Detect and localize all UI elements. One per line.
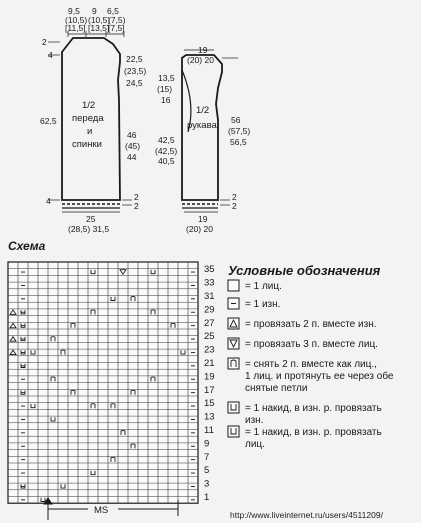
row-number: 33 [204, 277, 215, 289]
legend-item [228, 338, 378, 350]
front-top-dim-3: [11,5] [65, 23, 86, 33]
row-number: 7 [204, 451, 210, 463]
front-side-right-3: 44 [127, 152, 137, 162]
front-top-dim-7: 6,5 [107, 6, 119, 16]
front-bottom-right-2b: 2 [134, 201, 139, 211]
legend-item [228, 298, 280, 310]
yarn-over-knit-icon [228, 426, 239, 437]
legend-item [228, 280, 282, 292]
legend-text: = 1 изн. [245, 299, 281, 310]
front-armhole-3: 24,5 [126, 78, 143, 88]
row-number: 9 [204, 438, 210, 450]
front-side-left: 62,5 [40, 116, 57, 126]
legend-text: = 1 накид, в изн. р. провязать [245, 403, 382, 414]
legend-text: = провязать 2 п. вместе изн. [245, 319, 377, 330]
slip-knit-over-icon [228, 358, 239, 369]
row-number: 17 [204, 384, 215, 396]
sleeve-bottom-right-2a: 2 [232, 192, 237, 202]
front-left-top-4: 4 [48, 50, 53, 60]
front-side-right-1: 46 [127, 130, 137, 140]
legend-text: = провязать 3 п. вместе лиц. [245, 339, 378, 350]
legend-item [228, 402, 382, 426]
row-number: 25 [204, 331, 215, 343]
legend-text: снятые петли [245, 383, 308, 394]
row-number: 35 [204, 264, 215, 276]
sleeve-left-long-3: 40,5 [158, 156, 175, 166]
scheme-title: Схема [8, 239, 46, 253]
front-left-top-2: 2 [42, 37, 47, 47]
front-side-right-2: (45) [125, 141, 141, 151]
row-number: 11 [204, 425, 214, 436]
stitch-chart-grid [8, 262, 198, 503]
legend-text: изн. [245, 415, 264, 426]
sleeve-left-long-2: (42,5) [155, 146, 178, 156]
dash-box-icon [228, 298, 239, 309]
row-number: 3 [204, 478, 210, 490]
front-top-dim-9: [7,5] [108, 23, 125, 33]
front-title-4: спинки [72, 139, 102, 150]
row-number: 21 [204, 358, 215, 369]
row-number: 29 [204, 304, 215, 316]
legend-text: лиц. [245, 439, 265, 450]
purl-2-together-icon [228, 318, 239, 329]
front-armhole-2: (23,5) [124, 66, 147, 76]
front-top-dim-2: (10,5) [65, 15, 88, 25]
front-top-dim-4: 9 [92, 6, 97, 16]
front-title-1: 1/2 [82, 100, 96, 111]
sleeve-bottom-width-1: 19 [198, 214, 208, 224]
row-number: 27 [204, 317, 215, 329]
legend-text: = 1 накид, в изн. р. провязать [245, 427, 382, 438]
repeat-label: MS [94, 505, 109, 516]
row-number: 13 [204, 411, 215, 423]
legend-text: = 1 лиц. [245, 281, 282, 292]
front-top-dim-5: (10,5) [88, 15, 111, 25]
sleeve-title-2: рукава [187, 120, 217, 131]
sleeve-cap-left-3: 16 [161, 95, 171, 105]
sleeve-right-long-3: 56,5 [230, 137, 247, 147]
front-armhole-1: 22,5 [126, 54, 143, 64]
yarn-over-purl-icon [228, 402, 239, 413]
row-number: 15 [204, 398, 215, 410]
row-number: 5 [204, 465, 210, 477]
front-bottom-right-2a: 2 [134, 192, 139, 202]
sleeve-title-1: 1/2 [196, 105, 210, 116]
legend-item [228, 318, 377, 330]
front-top-dim-6: [13,5] [88, 23, 110, 33]
front-top-dim-1: 9,5 [68, 6, 80, 16]
sleeve-right-long-2: (57,5) [228, 126, 251, 136]
sleeve-bottom-right-2b: 2 [232, 201, 237, 211]
sleeve-top-width-2: (20) 20 [187, 55, 214, 65]
front-bottom-left-4: 4 [46, 196, 51, 206]
knit-3-together-icon [228, 338, 239, 349]
legend-item [228, 426, 382, 450]
legend [228, 280, 394, 450]
front-title-3: и [87, 126, 93, 137]
front-top-dim-8: (7,5) [108, 15, 126, 25]
row-number-column [204, 264, 215, 503]
empty-box-icon [228, 280, 239, 291]
row-number: 23 [204, 344, 215, 356]
row-number: 31 [204, 291, 215, 302]
sleeve-left-long-1: 42,5 [158, 135, 175, 145]
legend-title: Условные обозначения [228, 263, 381, 278]
front-bottom-width-2: (28,5) 31,5 [68, 224, 110, 234]
sleeve-bottom-width-2: (20) 20 [186, 224, 213, 234]
legend-text: 1 лиц. и протянуть ее через обе [245, 371, 394, 382]
sleeve-right-long-1: 56 [231, 115, 241, 125]
legend-text: = снять 2 п. вместе как лиц., [245, 359, 377, 370]
sleeve-labels [155, 45, 250, 234]
row-number: 1 [204, 492, 210, 503]
sleeve-top-width-1: 19 [198, 45, 208, 55]
watermark-url: http://www.liveinternet.ru/users/4511209/ [230, 510, 383, 520]
sleeve-cap-left-2: (15) [157, 84, 173, 94]
row-number: 19 [204, 371, 215, 383]
sleeve-cap-left-1: 13,5 [158, 73, 175, 83]
legend-item [228, 358, 394, 394]
front-bottom-width-1: 25 [86, 214, 96, 224]
front-title-2: переда [72, 113, 104, 124]
